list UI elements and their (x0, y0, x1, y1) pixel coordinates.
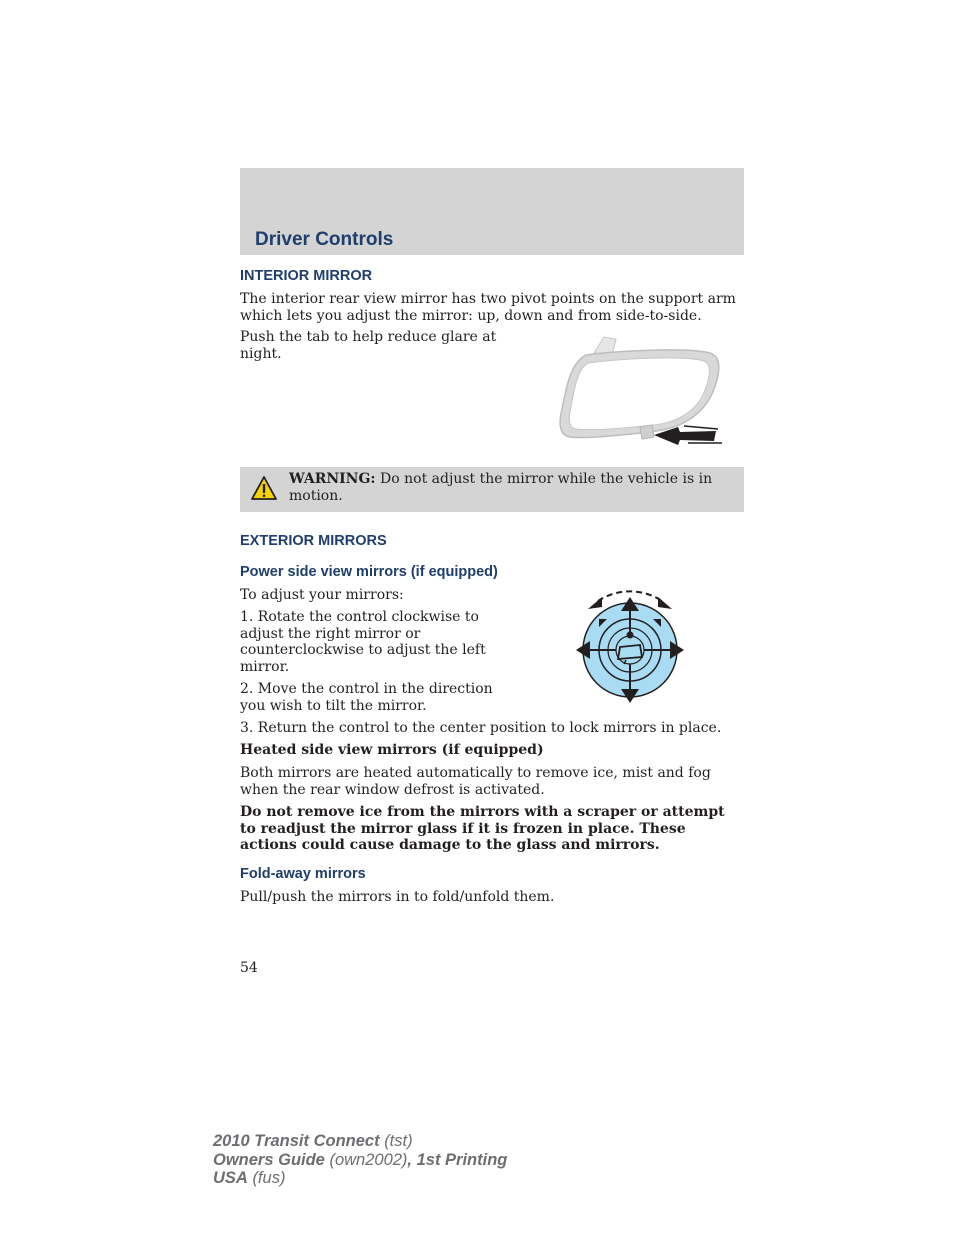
heated-mirrors-heading: Heated side view mirrors (if equipped) (240, 742, 544, 758)
warning-box (240, 467, 744, 512)
heated-mirrors-para: Both mirrors are heated automatically to remove ice, mist and fog when the rear window defrost is activated. (240, 765, 711, 798)
exterior-mirrors-heading: EXTERIOR MIRRORS (240, 533, 387, 549)
footer-region: USA (213, 1169, 248, 1187)
footer-printing: , 1st Printing (407, 1150, 508, 1169)
fold-away-mirrors-heading: Fold-away mirrors (240, 866, 366, 882)
heated-mirrors-caution: Do not remove ice from the mirrors with a scraper or attempt to readjust the mirror glass if it is frozen in place. These actions could cause damage to the glass and mirrors. (240, 804, 725, 853)
document-footer (213, 1132, 507, 1188)
power-mirrors-intro: To adjust your mirrors: (240, 587, 404, 603)
footer-guide-code: (own2002) (329, 1150, 408, 1169)
page-number: 54 (240, 960, 258, 976)
rear-view-mirror-illustration (556, 333, 726, 445)
footer-guide: Owners Guide (213, 1150, 325, 1169)
warning-label: WARNING: (289, 471, 376, 487)
warning-triangle-icon (250, 475, 278, 501)
fold-away-mirrors-para: Pull/push the mirrors in to fold/unfold them. (240, 889, 555, 905)
section-header-band (240, 168, 744, 255)
interior-mirror-heading: INTERIOR MIRROR (240, 268, 373, 284)
power-mirrors-heading: Power side view mirrors (if equipped) (240, 564, 498, 580)
warning-text (289, 471, 729, 504)
interior-mirror-para1: The interior rear view mirror has two pivot points on the support arm which lets you adjust the mirror: up, down and from side-to-side. (240, 291, 736, 324)
footer-region-code: (fus) (252, 1169, 286, 1187)
footer-model: 2010 Transit Connect (213, 1132, 380, 1150)
power-mirrors-step1: 1. Rotate the control clockwise to adjust the right mirror or counterclockwise to adjust the left mirror. (240, 609, 486, 675)
power-mirrors-step2: 2. Move the control in the direction you wish to tilt the mirror. (240, 681, 493, 714)
power-mirror-control-illustration (574, 587, 686, 707)
footer-model-code: (tst) (384, 1132, 413, 1150)
power-mirrors-step3: 3. Return the control to the center position to lock mirrors in place. (240, 720, 722, 736)
interior-mirror-para2: Push the tab to help reduce glare at night. (240, 329, 497, 362)
warning-body: Do not adjust the mirror while the vehicle is in motion. (289, 471, 713, 504)
section-title: Driver Controls (255, 229, 394, 250)
